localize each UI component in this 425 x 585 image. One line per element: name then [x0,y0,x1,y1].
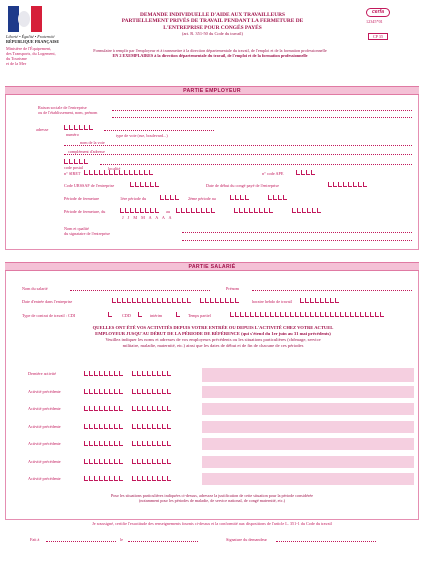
closure-period-3-cells[interactable] [268,195,287,200]
closure-period-1-cells[interactable] [160,195,179,200]
employee-section-header: PARTIE SALARIÉ [5,262,419,271]
activity-employer-field[interactable] [202,386,414,398]
address-complement-hint: complément d'adresse [68,149,105,154]
street-name-field[interactable] [64,145,412,146]
contract-cdi-box[interactable] [108,312,112,317]
weekly-hours-label: horaire hebdo de travail [252,299,292,304]
activity-label: Activité précédente [28,423,61,429]
done-at-field[interactable] [46,541,116,542]
contract-option-cdd[interactable]: CDD [122,313,131,318]
done-on-field[interactable] [128,541,198,542]
period-to-label: au [166,209,170,214]
activity-label: Activité précédente [28,388,61,394]
postcode-hint: code postal [64,165,83,170]
activity-row [14,421,414,433]
activity-end-date-cells[interactable] [132,459,171,464]
hire-date-cells-2[interactable] [200,298,239,303]
closure-period-1: 1ère période du [120,196,147,201]
cerfa-number: 12345*01 [366,19,383,24]
activity-employer-field[interactable] [202,473,414,485]
contract-option-interim[interactable]: intérim [150,313,163,318]
street-name-hint: nom de la voie [80,140,105,145]
activity-row [14,403,414,415]
closure-period-2: 2ème période au [188,196,216,201]
street-type-field[interactable] [104,130,214,131]
contract-cdd-box[interactable] [138,312,142,317]
activity-label: Dernière activité [28,371,57,376]
activity-employer-field[interactable] [202,368,414,382]
employee-firstname-label: Prénom [226,286,240,291]
activity-start-date-cells[interactable] [84,389,123,394]
siret-label: n° SIRET [64,171,81,176]
period-label: Période de fermeture, du [64,209,106,214]
done-at-label: Fait à [30,537,40,542]
activity-label: Activité précédente [28,441,61,446]
activity-start-date-cells[interactable] [84,441,123,446]
activity-row [14,438,414,450]
leave-date-label: Date de début du congé payé de l'entreprise [206,183,279,188]
activity-end-date-cells[interactable] [132,441,171,446]
signatory-field-2[interactable] [182,240,412,241]
activity-row [14,386,414,398]
activity-label: Activité précédente [28,476,61,481]
contract-extra-cells[interactable] [230,312,384,317]
republic-motto: Liberté • Égalité • Fraternité [6,34,55,39]
period-extra-cells-2[interactable] [292,208,321,213]
address-complement-field[interactable] [64,154,412,155]
signatory-field[interactable] [182,232,412,233]
signature-label: Signature du demandeur [226,537,267,542]
activity-employer-field[interactable] [202,438,414,450]
closure-period-2-cells[interactable] [230,195,249,200]
contract-interim-box[interactable] [176,312,180,317]
hire-date-cells[interactable] [112,298,191,303]
contract-label: Type de contrat de travail : CDI [22,313,76,318]
ape-label: n° code APE [262,171,284,176]
activities-question: QUELLES ONT ÉTÉ VOS ACTIVITÉS DEPUIS VOTRE ENTRÉE OU DEPUIS L'ACTIVITÉ CHEZ VOTRE ACTUEL EMPLOYEUR JUSQU'AU DÉBUT DE LA PÉRIODE DE RÉFÉRENCE (qui s'étend du 1er juin au 31 mai précédents) Veuillez indiquer les noms et adresses de vos employeurs précédents ou les situations particulières (chômage, service militaire, maladie, maternité, etc.) ainsi que les dates de début et de fin de chacune de ces périodes [92,325,334,348]
form-code: CP 35 [368,33,388,40]
postcode-cells[interactable] [64,159,88,164]
marianne-logo [8,6,42,32]
employee-name-label: Nom du salarié [22,286,48,291]
street-number-cells[interactable] [64,125,93,130]
company-name-field-2[interactable] [112,117,412,118]
activity-employer-field[interactable] [202,421,414,433]
employee-firstname-field[interactable] [252,290,412,291]
street-type-hint: type de voie (rue, boulevard...) [116,133,168,138]
activity-employer-field[interactable] [202,403,414,415]
ape-cells[interactable] [296,170,315,175]
cerfa-logo: cerfa [366,8,390,17]
company-name-label: Raison sociale de l'entreprise ou de l'établissement, nom, prénom [38,105,98,115]
activity-label: Activité précédente [28,458,61,464]
employer-section-header: PARTIE EMPLOYEUR [5,86,419,95]
leave-date-cells[interactable] [328,182,367,187]
activity-end-date-cells[interactable] [132,371,171,376]
street-number-hint: numéro [66,132,79,137]
activity-row [14,368,414,380]
activity-row [14,456,414,468]
activity-start-date-cells[interactable] [84,476,123,481]
attestation-text: Je soussigné, certifie l'exactitude des renseignements fournis ci-dessus et la conformité aux dispositions de l'article L. 351-1 du Code du travail [92,521,332,526]
activity-start-date-cells[interactable] [84,371,123,376]
hire-date-label: Date d'entrée dans l'entreprise [22,299,73,304]
activity-end-date-cells[interactable] [132,389,171,394]
period-extra-cells[interactable] [234,208,273,213]
special-situations-note: Pour les situations particulières indiquées ci-dessus, adressez la justification de cette situation pour la période considérée (notamment pour les périodes de maladie, de service national, de congé maternité, etc.) [110,493,314,503]
urssaf-label: Code URSSAF de l'entreprise [64,183,115,188]
activity-end-date-cells[interactable] [132,406,171,411]
activity-start-date-cells[interactable] [84,406,123,411]
city-field[interactable] [100,164,412,165]
address-label: adresse [36,127,49,132]
activity-end-date-cells[interactable] [132,476,171,481]
city-hint: localité [108,166,121,171]
employee-name-field[interactable] [70,290,210,291]
form-title: DEMANDE INDIVIDUELLE D'AIDE AUX TRAVAILLEURS PARTIELLEMENT PRIVÉS DE TRAVAIL PENDANT LA FERMETURE DE L'ENTREPRISE POUR CONGÉS PAYÉS (art. R. 351-50 du Code du travail) [121,12,304,37]
republic-name: RÉPUBLIQUE FRANÇAISE [6,39,60,44]
activity-row [14,473,414,485]
signature-field[interactable] [276,541,376,542]
period-from-cells[interactable] [120,208,159,213]
period-date-hint: J J M M A A A A [122,215,174,220]
activity-start-date-cells[interactable] [84,424,123,429]
done-on-label: le [120,537,124,542]
activity-end-date-cells[interactable] [132,424,171,429]
closure-label: Période de fermeture [64,196,100,201]
urssaf-cells[interactable] [130,182,159,187]
form-notice: Formulaire à remplir par l'employeur et à transmettre à la direction départementale du travail, de l'emploi et de la formation professionnelle EN 2 EXEMPLAIRES à la direction départementale du travail, de l'emploi et de la formation professionnelle [93,48,327,58]
siret-cells[interactable] [84,170,153,175]
ministry-name: Ministère de l'Équipement, des Transports, du Logement, du Tourisme et de la Mer [6,46,56,66]
period-to-cells[interactable] [176,208,215,213]
contract-option-parttime[interactable]: Temps partiel [188,313,211,318]
signatory-label: Nom et qualité du signataire de l'entreprise [64,226,110,236]
activity-label: Activité précédente [28,406,61,411]
activity-employer-field[interactable] [202,456,414,468]
activity-start-date-cells[interactable] [84,459,123,464]
company-name-field[interactable] [112,110,412,111]
weekly-hours-cells[interactable] [300,298,339,303]
